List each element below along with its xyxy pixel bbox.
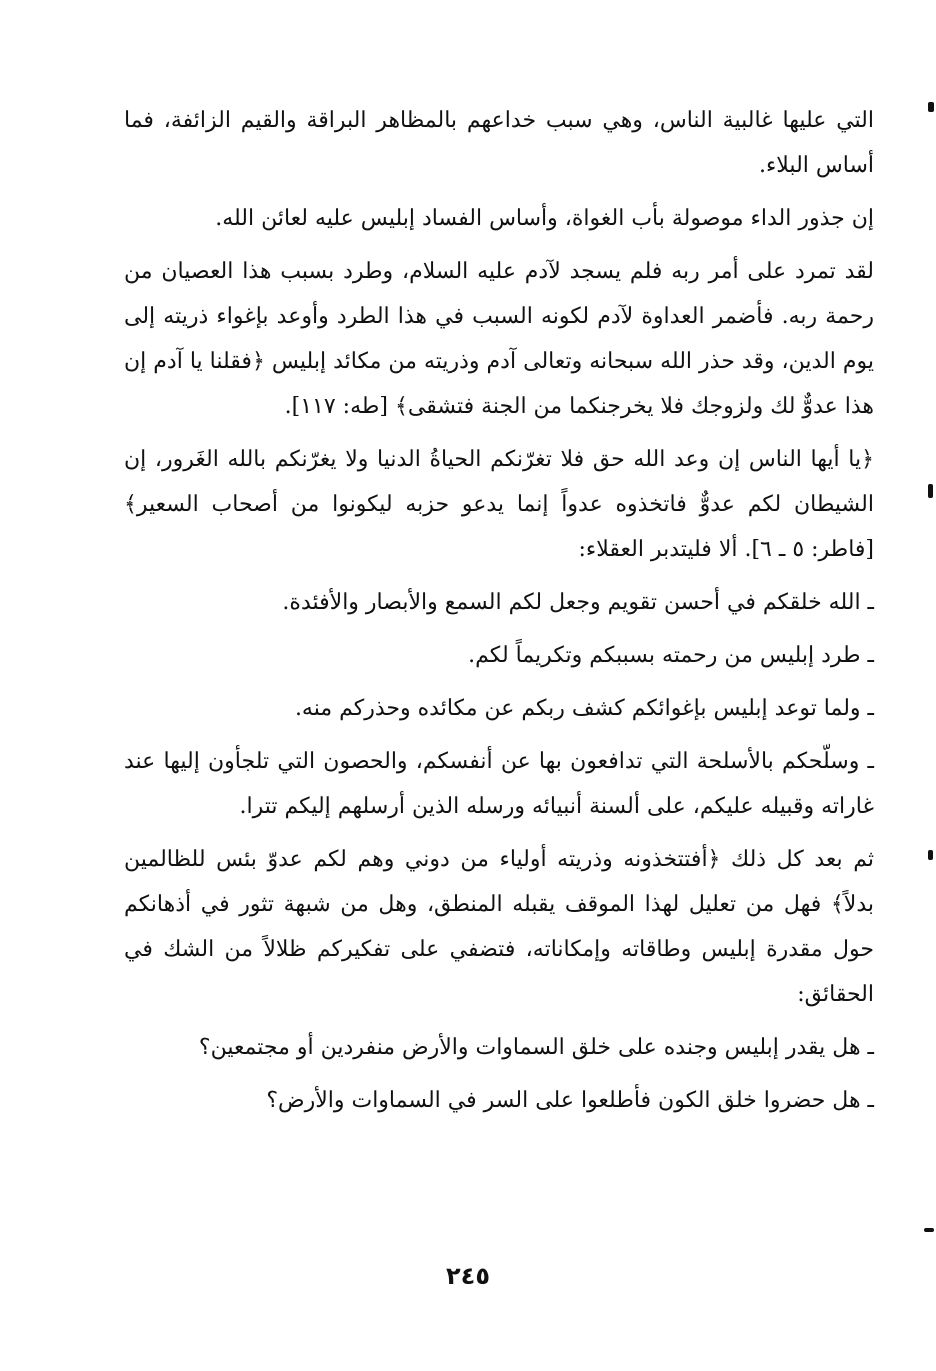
list-item: ـ هل يقدر إبليس وجنده على خلق السماوات والأرض منفردين أو مجتمعين؟ (198, 1035, 874, 1060)
list-item: ـ وسلّحكم بالأسلحة التي تدافعون بها عن أنفسكم، والحصون التي تلجأون إليها عند غاراته وقبيله عليكم، على ألسنة أنبيائه ورسله الذين أرسلهم إليكم تترا. (124, 749, 874, 819)
list-item: ـ هل حضروا خلق الكون فأطلعوا على السر في السماوات والأرض؟ (266, 1088, 874, 1113)
scan-edge-mark (928, 850, 933, 860)
list-item: ـ الله خلقكم في أحسن تقويم وجعل لكم السمع والأبصار والأفئدة. (282, 590, 874, 615)
paragraph-5: ثم بعد كل ذلك ﴿أفتتخذونه وذريته أولياء من دوني وهم لكم عدوّ بئس للظالمين بدلاً﴾ فهل من تعليل لهذا الموقف يقبله المنطق، وهل من شبهة تثور في أذهانكم حول مقدرة إبليس وطاقاته وإمكاناته، فتضفي على تفكيركم ظلالاً من الشك في الحقائق: (124, 847, 874, 1007)
list-item: ـ طرد إبليس من رحمته بسببكم وتكريماً لكم. (468, 643, 874, 668)
list-item: ـ ولما توعد إبليس بإغوائكم كشف ربكم عن مكائده وحذركم منه. (294, 696, 874, 721)
scan-edge-mark (928, 484, 933, 498)
page-body-text (124, 98, 874, 1131)
paragraph-4: ﴿يا أيها الناس إن وعد الله حق فلا تغرّنكم الحياةُ الدنيا ولا يغرّنكم بالله الغَرور، إن الشيطان لكم عدوٌّ فاتخذوه عدواً إنما يدعو حزبه ليكونوا من أصحاب السعير﴾ [فاطر: ٥ ـ ٦]. ألا فليتدبر العقلاء: (124, 447, 875, 562)
page-number: ٢٤٥ (446, 1262, 490, 1290)
paragraph-3: لقد تمرد على أمر ربه فلم يسجد لآدم عليه السلام، وطرد بسبب هذا العصيان من رحمة ربه. فأضمر العداوة لآدم لكونه السبب في هذا الطرد وأوعد بإغواء ذريته إلى يوم الدين، وقد حذر الله سبحانه وتعالى آدم وذريته من مكائد إبليس ﴿فقلنا يا آدم إن هذا عدوٌّ لك ولزوجك فلا يخرجنكما من الجنة فتشقى﴾ [طه: ١١٧]. (124, 259, 874, 419)
scan-edge-mark (924, 1228, 934, 1232)
scan-edge-mark (928, 102, 934, 112)
paragraph-1: التي عليها غالبية الناس، وهي سبب خداعهم بالمظاهر البراقة والقيم الزائفة، فما أساس البلاء. (124, 108, 874, 178)
paragraph-2: إن جذور الداء موصولة بأب الغواة، وأساس الفساد إبليس عليه لعائن الله. (215, 206, 874, 231)
